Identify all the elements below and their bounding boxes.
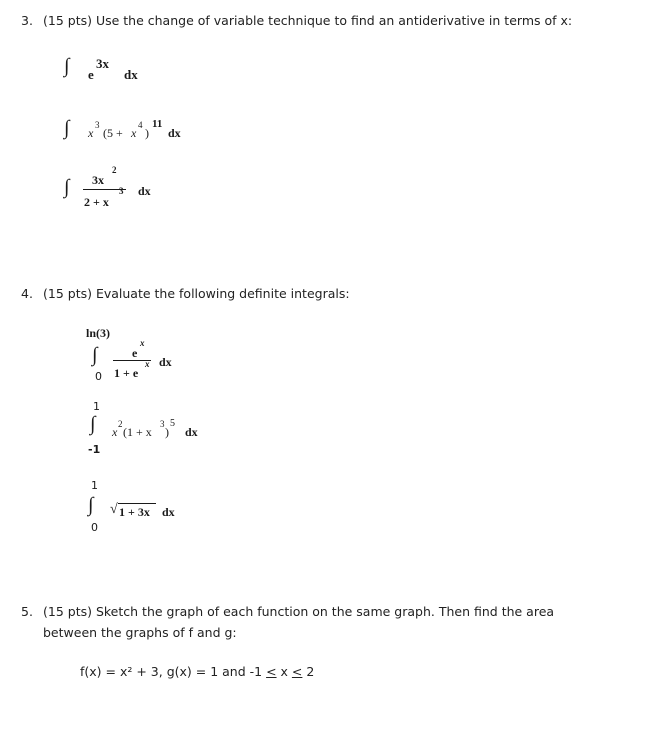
- upper-bound: 2: [302, 664, 315, 679]
- exp-base: e: [88, 67, 94, 82]
- denominator-exp: 3: [119, 186, 124, 196]
- term-x-exp: 2: [118, 419, 123, 429]
- integral-sign: ∫: [92, 344, 98, 366]
- term-x2: x: [131, 126, 137, 140]
- dx-label: dx: [138, 184, 151, 198]
- question-number: 4.: [21, 286, 33, 301]
- radical-sign: √: [110, 502, 118, 517]
- question-5-prompt: [21, 604, 554, 620]
- group-open: (5 +: [103, 126, 123, 140]
- le-symbol-1: <: [266, 664, 277, 679]
- question-text: (15 pts) Use the change of variable technique to find an antiderivative in terms of x:: [43, 13, 573, 28]
- term-x-exp: 3: [95, 120, 100, 130]
- question-number: 3.: [21, 13, 33, 28]
- question-text-line1: (15 pts) Sketch the graph of each function on the same graph. Then find the area: [43, 604, 555, 619]
- integral-sign: ∫: [90, 413, 96, 435]
- integral-sign: ∫: [88, 494, 94, 516]
- radicand: 1 + 3x: [119, 505, 150, 519]
- dx-label: dx: [168, 126, 181, 140]
- dx-label: dx: [162, 505, 175, 519]
- integral-sign: ∫: [64, 55, 70, 77]
- le-symbol-2: <: [291, 664, 303, 679]
- question-3-prompt: [21, 13, 572, 29]
- group-close: ): [165, 425, 169, 439]
- integral-sign: ∫: [64, 117, 70, 139]
- term-x: x: [112, 425, 118, 439]
- dx-label: dx: [159, 355, 172, 369]
- numerator-exp: x: [140, 338, 145, 348]
- outer-exp: 11: [152, 118, 163, 130]
- upper-limit: ln(3): [86, 326, 110, 340]
- integral-sign: ∫: [64, 176, 70, 198]
- function-definitions: [80, 664, 314, 680]
- term-x2-exp: 4: [138, 120, 143, 130]
- upper-limit: 1: [93, 400, 100, 413]
- fraction-numerator: e: [132, 346, 138, 360]
- fraction-denominator: 2 + x: [84, 195, 109, 209]
- lower-limit: -1: [88, 443, 101, 456]
- question-text-line2: between the graphs of f and g:: [43, 625, 237, 640]
- question-text: (15 pts) Evaluate the following definite integrals:: [43, 286, 350, 301]
- question-4-prompt: [21, 286, 350, 302]
- exponent: 3x: [96, 56, 109, 71]
- fraction-denominator: 1 + e: [114, 366, 139, 380]
- numerator-exp: 2: [112, 165, 117, 175]
- radical-bar: [118, 503, 156, 504]
- dx-label: dx: [185, 425, 198, 439]
- lower-limit: 0: [91, 521, 98, 534]
- inner-exp: 3: [160, 419, 165, 429]
- upper-limit: 1: [91, 479, 98, 492]
- question-number: 5.: [21, 604, 33, 619]
- group-open: (1 + x: [123, 425, 152, 439]
- outer-exp: 5: [170, 418, 175, 429]
- term-x: x: [88, 126, 94, 140]
- denominator-exp: x: [145, 359, 150, 369]
- fraction-numerator: 3x: [92, 173, 104, 187]
- lower-limit: 0: [95, 370, 102, 383]
- functions-text: f(x) = x² + 3, g(x) = 1 and -1: [80, 664, 267, 679]
- variable-x: x: [276, 664, 292, 679]
- dx-label: dx: [124, 67, 138, 82]
- group-close: ): [145, 126, 149, 140]
